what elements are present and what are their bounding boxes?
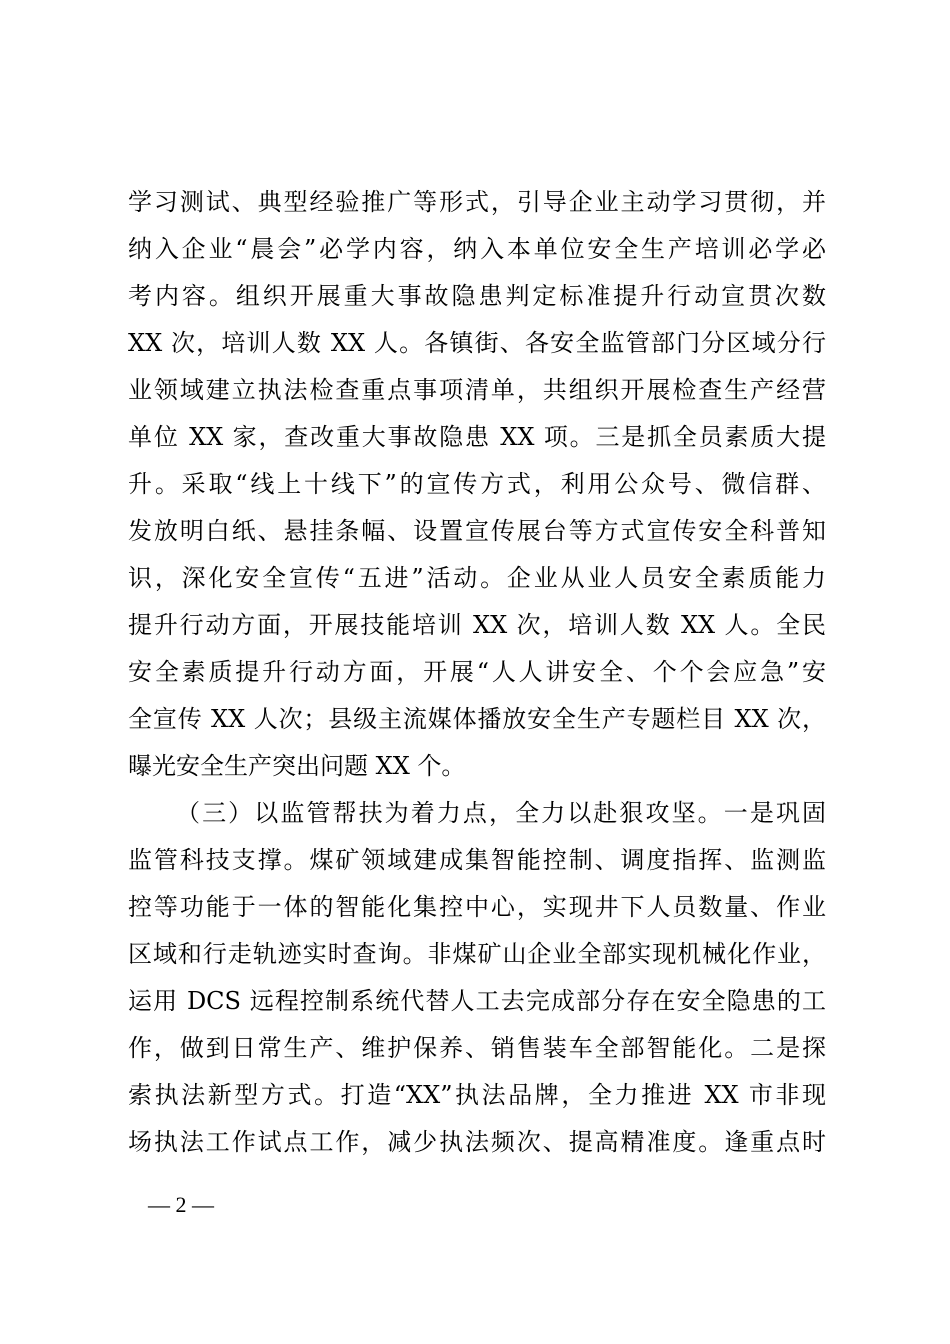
page-number: — 2 — (148, 1192, 214, 1217)
body-line-10: 提升行动方面，开展技能培训 XX 次，培训人数 XX 人。全民 (128, 611, 826, 639)
body-line-17: 区域和行走轨迹实时查询。非煤矿山企业全部实现机械化作业， (128, 940, 826, 968)
body-line-7: 升。采取“线上十线下”的宣传方式，利用公众号、微信群、 (128, 470, 826, 498)
body-line-5: 业领域建立执法检查重点事项清单，共组织开展检查生产经营 (128, 376, 826, 404)
body-line-8: 发放明白纸、悬挂条幅、设置宣传展台等方式宣传安全科普知 (128, 517, 826, 545)
body-line-13: 曝光安全生产突出问题 XX 个。 (128, 752, 466, 780)
body-line-6: 单位 XX 家，查改重大事故隐患 XX 项。三是抓全员素质大提 (128, 423, 826, 451)
body-line-18: 运用 DCS 远程控制系统代替人工去完成部分存在安全隐患的工 (128, 987, 826, 1015)
body-line-16: 控等功能于一体的智能化集控中心，实现井下人员数量、作业 (128, 893, 826, 921)
body-line-20: 索执法新型方式。打造“XX”执法品牌，全力推进 XX 市非现 (128, 1081, 826, 1109)
body-line-19: 作，做到日常生产、维护保养、销售装车全部智能化。二是探 (128, 1034, 826, 1062)
body-line-2: 纳入企业“晨会”必学内容，纳入本单位安全生产培训必学必 (128, 235, 826, 263)
body-line-4: XX 次，培训人数 XX 人。各镇街、各安全监管部门分区域分行 (128, 329, 826, 357)
body-line-3: 考内容。组织开展重大事故隐患判定标准提升行动宣贯次数 (128, 282, 826, 310)
body-line-21: 场执法工作试点工作，减少执法频次、提高精准度。逢重点时 (128, 1128, 826, 1156)
body-line-12: 全宣传 XX 人次；县级主流媒体播放安全生产专题栏目 XX 次， (128, 705, 826, 733)
body-line-1: 学习测试、典型经验推广等形式，引导企业主动学习贯彻，并 (128, 188, 826, 216)
section-heading-line: （三）以监管帮扶为着力点，全力以赴狠攻坚。一是巩固 (176, 799, 826, 827)
body-line-11: 安全素质提升行动方面，开展“人人讲安全、个个会应急”安 (128, 658, 826, 686)
body-line-9: 识，深化安全宣传“五进”活动。企业从业人员安全素质能力 (128, 564, 826, 592)
body-line-15: 监管科技支撑。煤矿领域建成集智能控制、调度指挥、监测监 (128, 846, 826, 874)
